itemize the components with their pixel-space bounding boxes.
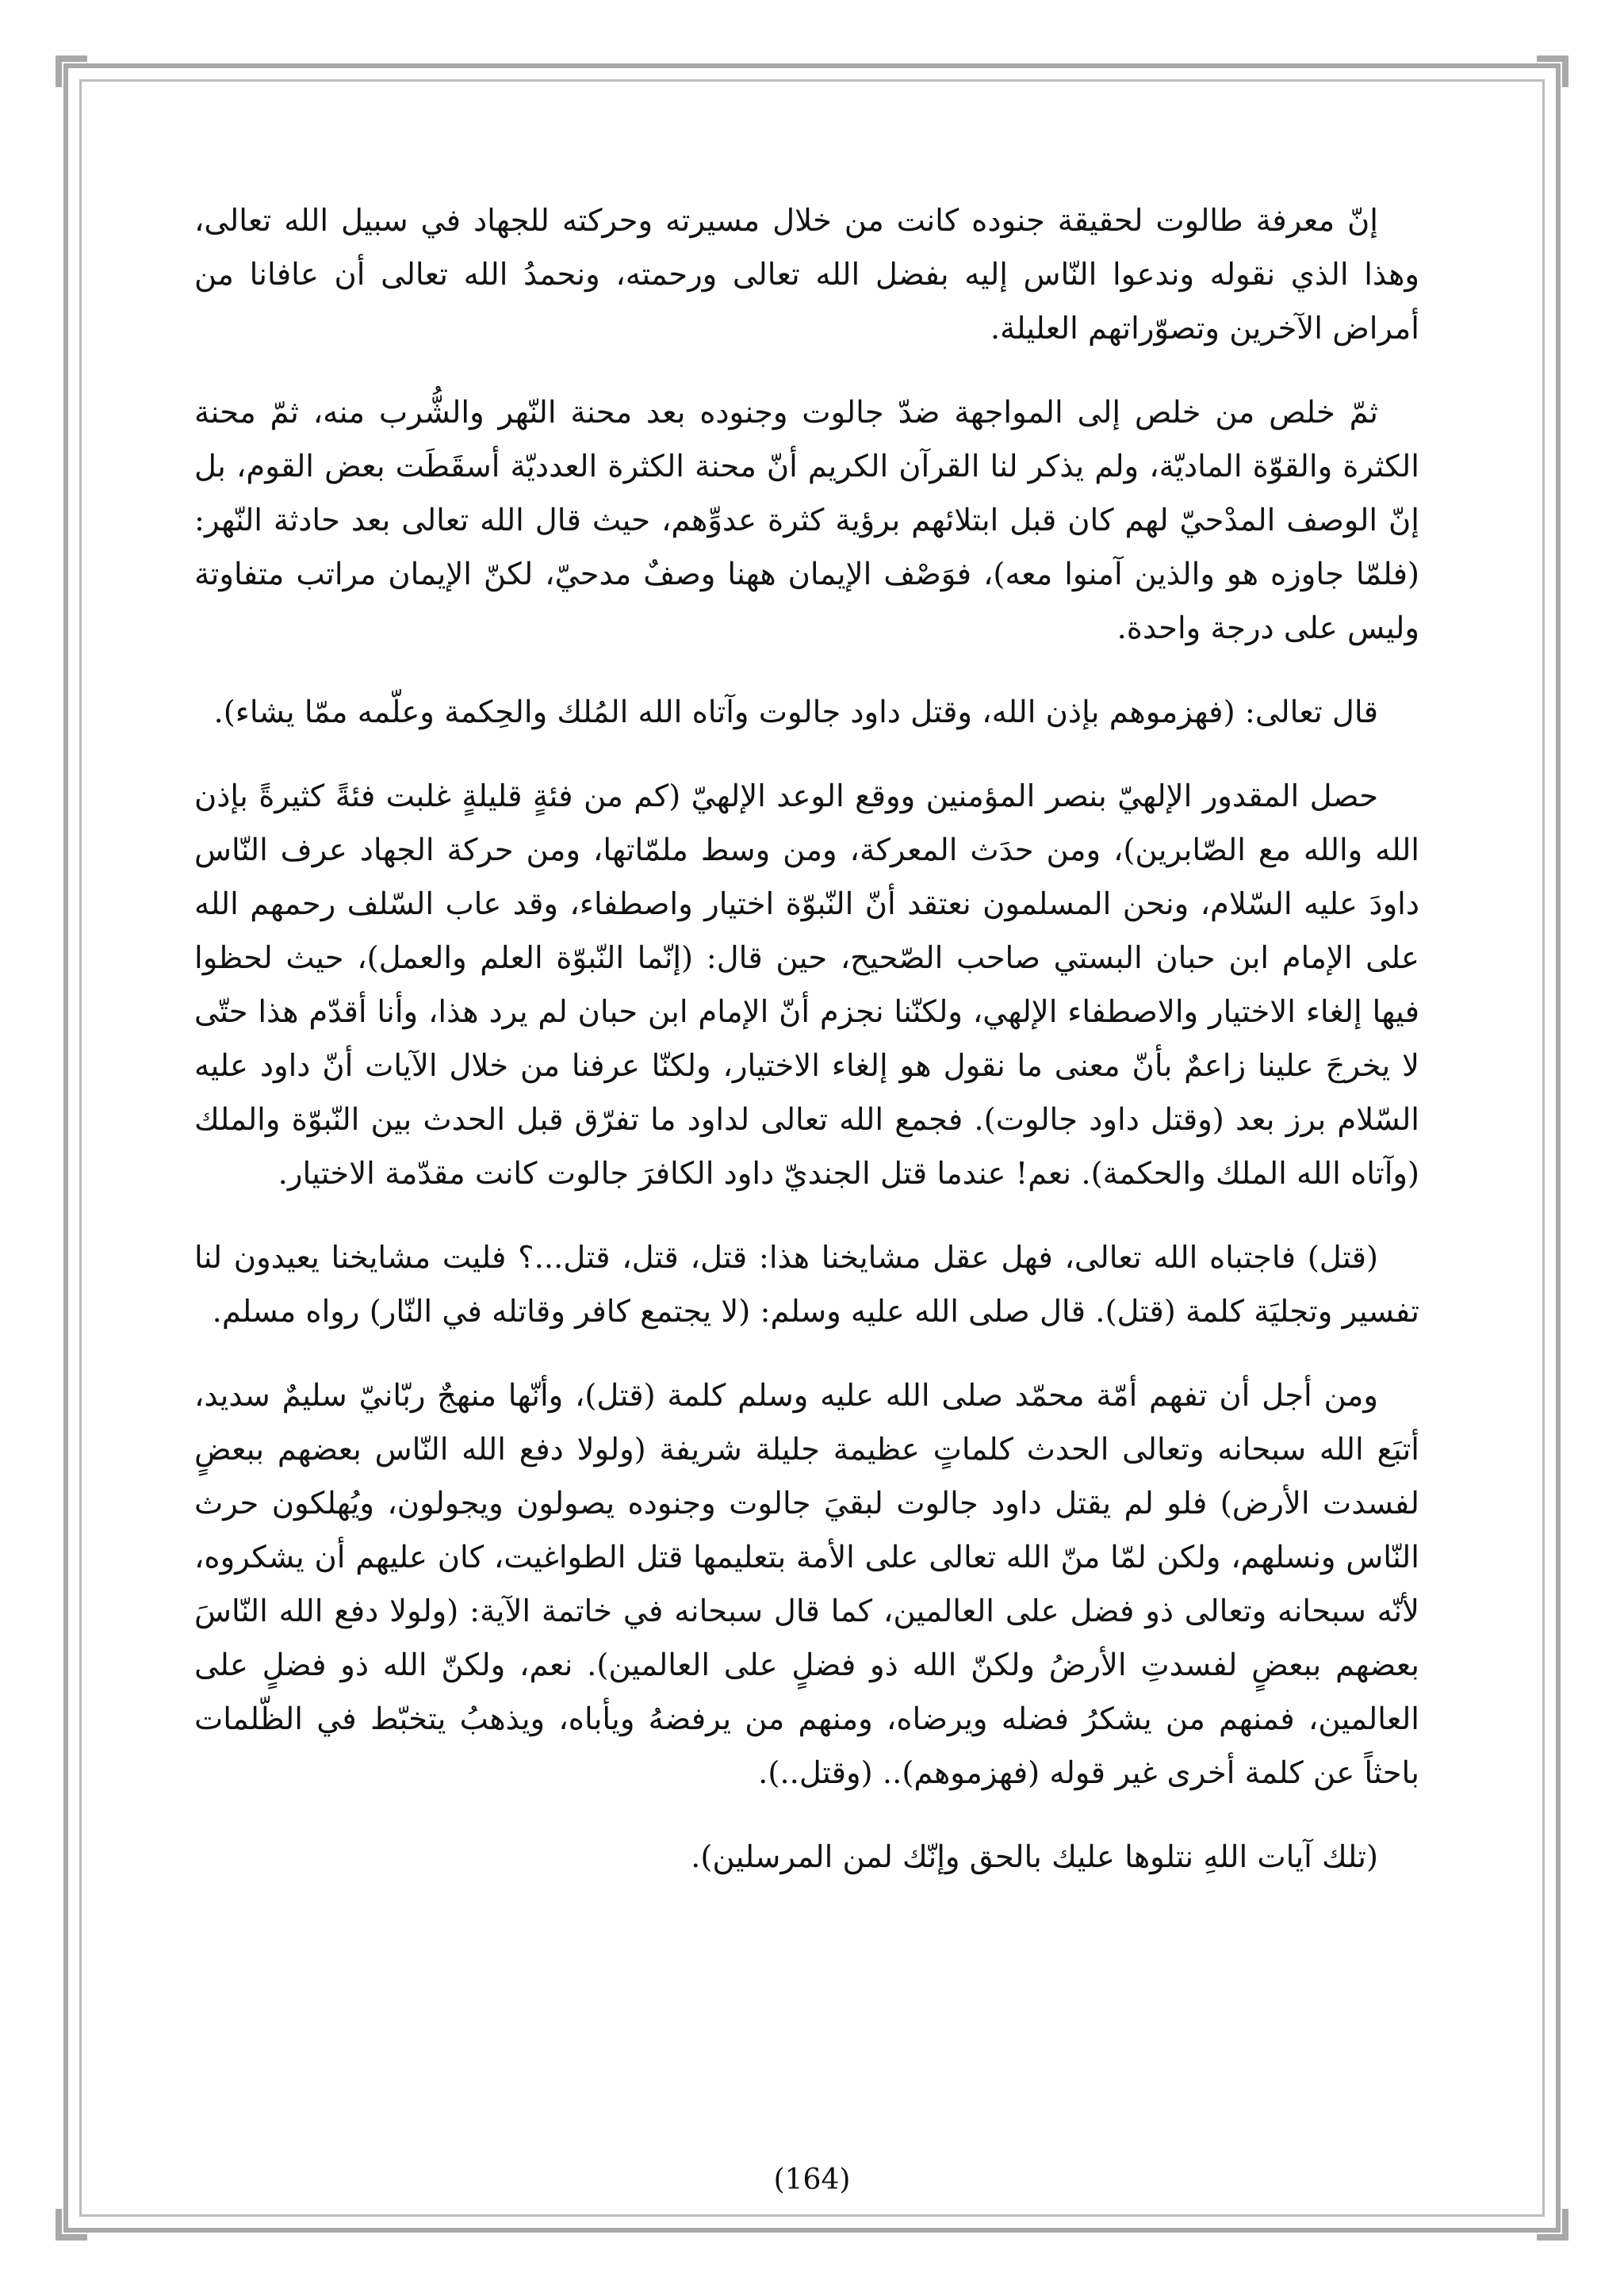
border-corner-ornament (56, 2209, 87, 2241)
paragraph: ثمّ خلص من خلص إلى المواجهة ضدّ جالوت وجنوده بعد محنة النّهر والشُّرب منه، ثمّ محنة الكثرة والقوّة الماديّة، ولم يذكر لنا القرآن الكريم أنّ محنة الكثرة العدديّة أسقَطَت بعض القوم، بل إنّ الوصف المدْحيّ لهم كان قبل ابتلائهم برؤية كثرة عدوِّهم، حيث قال الله تعالى بعد حادثة النّهر: (فلمّا جاوزه هو والذين آمنوا معه)، فوَصْف الإيمان ههنا وصفٌ مدحيّ، لكنّ الإيمان مراتب متفاوتة وليس على درجة واحدة. (194, 395, 1419, 646)
paragraph: (قتل) فاجتباه الله تعالى، فهل عقل مشايخنا هذا: قتل، قتل، قتل...؟ فليت مشايخنا يعيدون لنا تفسير وتجليَة كلمة (قتل). قال صلى الله عليه وسلم: (لا يجتمع كافر وقاتله في النّار) رواه مسلم. (194, 1240, 1419, 1330)
border-corner-ornament (56, 55, 87, 87)
paragraph: ومن أجل أن تفهم أمّة محمّد صلى الله عليه وسلم كلمة (قتل)، وأنّها منهجٌ ربّانيّ سليمٌ سديد، أتبَع الله سبحانه وتعالى الحدث كلماتٍ عظيمة جليلة شريفة (ولولا دفع الله النّاس بعضهم ببعضٍ لفسدت الأرض) فلو لم يقتل داود جالوت لبقيَ جالوت وجنوده يصولون ويجولون، ويُهلكون حرث النّاس ونسلهم، ولكن لمّا منّ الله تعالى على الأمة بتعليمها قتل الطواغيت، كان عليهم أن يشكروه، لأنّه سبحانه وتعالى ذو فضل على العالمين، كما قال سبحانه في خاتمة الآية: (ولولا دفع الله النّاسَ بعضهم ببعضٍ لفسدتِ الأرضُ ولكنّ الله ذو فضلٍ على العالمين). نعم، ولكنّ الله ذو فضلٍ على العالمين، فمنهم من يشكرُ فضله ويرضاه، ومنهم من يرفضهُ ويأباه، ويذهبُ يتخبّط في الظّلمات باحثاً عن كلمة أخرى غير قوله (فهزموهم).. (وقتل..). (194, 1378, 1419, 1791)
border-corner-ornament (1537, 55, 1568, 87)
border-corner-ornament (1537, 2209, 1568, 2241)
page-number: (164) (773, 2164, 851, 2196)
paragraph: (تلك آيات اللهِ نتلوها عليك بالحق وإنّك لمن المرسلين). (691, 1839, 1378, 1875)
paragraph: حصل المقدور الإلهيّ بنصر المؤمنين ووقع الوعد الإلهيّ (كم من فئةٍ قليلةٍ غلبت فئةً كثيرةً بإذن الله والله مع الصّابرين)، ومن حدَث المعركة، ومن وسط ملمّاتها، ومن حركة الجهاد عرف النّاس داودَ عليه السّلام، ونحن المسلمون نعتقد أنّ النّبوّة اختيار واصطفاء، وقد عاب السّلف رحمهم الله على الإمام ابن حبان البستي صاحب الصّحيح، حين قال: (إنّما النّبوّة العلم والعمل)، حيث لحظوا فيها إلغاء الاختيار والاصطفاء الإلهي، ولكنّنا نجزم أنّ الإمام ابن حبان لم يرد هذا، وأنا أقدّم هذا حتّى لا يخرجَ علينا زاعمٌ بأنّ معنى ما نقول هو إلغاء الاختيار، ولكنّا عرفنا من خلال الآيات أنّ داود عليه السّلام برز بعد (وقتل داود جالوت). فجمع الله تعالى لداود ما تفرّق قبل الحدث بين النّبوّة والملك (وآتاه الله الملك والحكمة). نعم! عندما قتل الجنديّ داود الكافرَ جالوت كانت مقدّمة الاختيار. (194, 779, 1419, 1192)
paragraph: إنّ معرفة طالوت لحقيقة جنوده كانت من خلال مسيرته وحركته للجهاد في سبيل الله تعالى، وهذا الذي نقوله وندعوا النّاس إليه بفضل الله تعالى ورحمته، ونحمدُ الله تعالى أن عافانا من أمراض الآخرين وتصوّراتهم العليلة. (194, 203, 1419, 346)
page-body (194, 194, 1419, 1915)
paragraph: قال تعالى: (فهزموهم بإذن الله، وقتل داود جالوت وآتاه الله المُلك والحِكمة وعلّمه ممّا يشاء). (213, 695, 1378, 730)
